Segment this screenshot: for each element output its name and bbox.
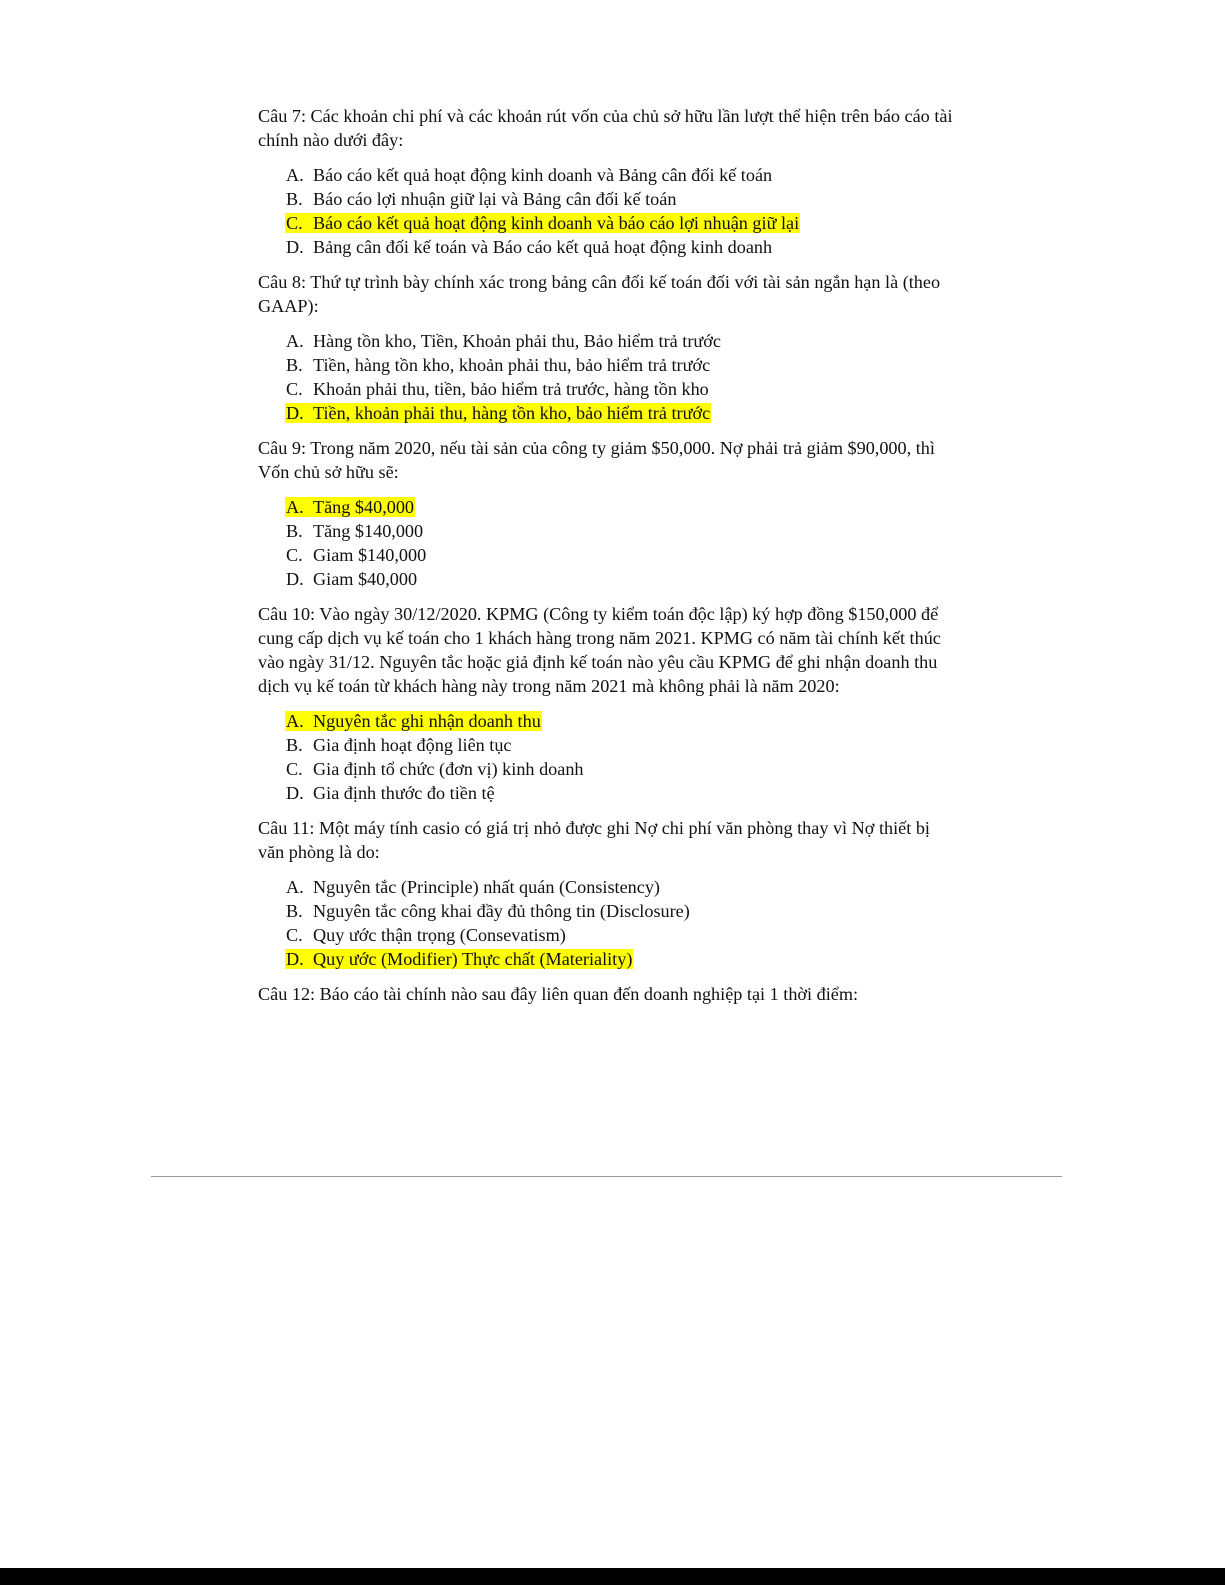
option-letter: A.: [286, 877, 304, 897]
option-letter: A.: [286, 331, 304, 351]
option-text: Hàng tồn kho, Tiền, Khoản phải thu, Bảo hiểm trả trước: [313, 331, 721, 351]
option-a: [285, 875, 958, 899]
question-9: [258, 436, 958, 591]
option-text: Gia định hoạt động liên tục: [313, 735, 512, 755]
option-c: [285, 923, 958, 947]
option-a: [285, 495, 958, 519]
option-highlight: [285, 901, 691, 921]
option-text: Giam $40,000: [313, 569, 418, 589]
option-text: Nguyên tắc ghi nhận doanh thu: [313, 711, 541, 731]
option-highlight: [285, 213, 800, 233]
question-7: [258, 104, 958, 259]
option-text: Gia định tổ chức (đơn vị) kinh doanh: [313, 759, 584, 779]
option-letter: A.: [286, 165, 304, 185]
option-text: Quy ước (Modifier) Thực chất (Materiality): [313, 949, 633, 969]
option-letter: D.: [286, 569, 304, 589]
option-letter: D.: [286, 403, 304, 423]
option-letter: B.: [286, 901, 303, 921]
option-a: [285, 329, 958, 353]
option-highlight: [285, 331, 722, 351]
option-highlight: [285, 379, 710, 399]
question-text: Câu 8: Thứ tự trình bày chính xác trong bảng cân đối kế toán đối với tài sản ngắn hạn là (theo GAAP):: [258, 272, 941, 316]
option-highlight: [285, 165, 773, 185]
option-a: [285, 163, 958, 187]
question-text: Câu 7: Các khoản chi phí và các khoản rút vốn của chủ sở hữu lần lượt thể hiện trên báo cáo tài chính nào dưới đây:: [258, 106, 953, 150]
option-text: Tăng $140,000: [313, 521, 424, 541]
option-list: [258, 329, 958, 425]
option-letter: D.: [286, 237, 304, 257]
option-highlight: [285, 403, 711, 423]
option-letter: C.: [286, 213, 303, 233]
page-divider: [151, 1176, 1062, 1177]
option-b: [285, 519, 958, 543]
question-text: Câu 11: Một máy tính casio có giá trị nhỏ được ghi Nợ chi phí văn phòng thay vì Nợ thiết bị văn phòng là do:: [258, 818, 930, 862]
option-highlight: [285, 355, 711, 375]
option-c: [285, 543, 958, 567]
question-10: [258, 602, 958, 805]
option-letter: B.: [286, 521, 303, 541]
option-letter: A.: [286, 497, 304, 517]
option-highlight: [285, 949, 633, 969]
option-list: [258, 495, 958, 591]
option-letter: C.: [286, 925, 303, 945]
option-c: [285, 757, 958, 781]
option-text: Nguyên tắc công khai đầy đủ thông tin (Disclosure): [313, 901, 690, 921]
question-text: Câu 10: Vào ngày 30/12/2020. KPMG (Công ty kiểm toán độc lập) ký hợp đồng $150,000 để cung cấp dịch vụ kế toán cho 1 khách hàng trong năm 2021. KPMG có năm tài chính kết thúc vào ngày 31/12. Nguyên tắc hoặc giả định kế toán nào yêu cầu KPMG để ghi nhận doanh thu dịch vụ kế toán từ khách hàng này trong năm 2021 mà không phải là năm 2020:: [258, 604, 941, 696]
option-text: Báo cáo lợi nhuận giữ lại và Bảng cân đối kế toán: [313, 189, 677, 209]
question-text: Câu 12: Báo cáo tài chính nào sau đây liên quan đến doanh nghiệp tại 1 thời điểm:: [258, 984, 859, 1004]
option-c: [285, 377, 958, 401]
option-text: Tiền, khoản phải thu, hàng tồn kho, bảo hiểm trả trước: [313, 403, 711, 423]
option-d: [285, 235, 958, 259]
option-b: [285, 187, 958, 211]
option-letter: D.: [286, 783, 304, 803]
option-highlight: [285, 735, 513, 755]
option-text: Báo cáo kết quả hoạt động kinh doanh và báo cáo lợi nhuận giữ lại: [313, 213, 800, 233]
option-letter: B.: [286, 355, 303, 375]
option-text: Giam $140,000: [313, 545, 427, 565]
option-highlight: [285, 497, 415, 517]
option-highlight: [285, 521, 424, 541]
option-list: [258, 875, 958, 971]
option-highlight: [285, 237, 773, 257]
option-highlight: [285, 783, 496, 803]
option-text: Khoản phải thu, tiền, bảo hiểm trả trước, hàng tồn kho: [313, 379, 709, 399]
question-text: Câu 9: Trong năm 2020, nếu tài sản của công ty giảm $50,000. Nợ phải trả giảm $90,000, thì Vốn chủ sở hữu sẽ:: [258, 438, 935, 482]
question-8: [258, 270, 958, 425]
option-letter: C.: [286, 379, 303, 399]
option-text: Báo cáo kết quả hoạt động kinh doanh và Bảng cân đối kế toán: [313, 165, 773, 185]
option-d: [285, 781, 958, 805]
document-body: [258, 104, 958, 1017]
option-highlight: [285, 759, 585, 779]
question-11: [258, 816, 958, 971]
option-d: [285, 401, 958, 425]
option-letter: B.: [286, 189, 303, 209]
option-highlight: [285, 545, 427, 565]
option-highlight: [285, 189, 677, 209]
option-text: Quy ước thận trọng (Consevatism): [313, 925, 566, 945]
option-letter: C.: [286, 545, 303, 565]
option-list: [258, 709, 958, 805]
option-letter: B.: [286, 735, 303, 755]
option-letter: A.: [286, 711, 304, 731]
option-b: [285, 733, 958, 757]
option-text: Tăng $40,000: [313, 497, 415, 517]
option-a: [285, 709, 958, 733]
option-b: [285, 899, 958, 923]
option-highlight: [285, 569, 418, 589]
option-d: [285, 567, 958, 591]
option-highlight: [285, 711, 542, 731]
question-12: [258, 982, 958, 1006]
option-text: Nguyên tắc (Principle) nhất quán (Consistency): [313, 877, 660, 897]
option-text: Tiền, hàng tồn kho, khoản phải thu, bảo hiểm trả trước: [313, 355, 711, 375]
option-c: [285, 211, 958, 235]
option-highlight: [285, 925, 567, 945]
option-list: [258, 163, 958, 259]
option-letter: C.: [286, 759, 303, 779]
option-text: Bảng cân đối kế toán và Báo cáo kết quả hoạt động kinh doanh: [313, 237, 773, 257]
option-letter: D.: [286, 949, 304, 969]
option-b: [285, 353, 958, 377]
option-highlight: [285, 877, 661, 897]
option-d: [285, 947, 958, 971]
option-text: Gia định thước đo tiền tệ: [313, 783, 495, 803]
bottom-bar: [0, 1568, 1225, 1585]
